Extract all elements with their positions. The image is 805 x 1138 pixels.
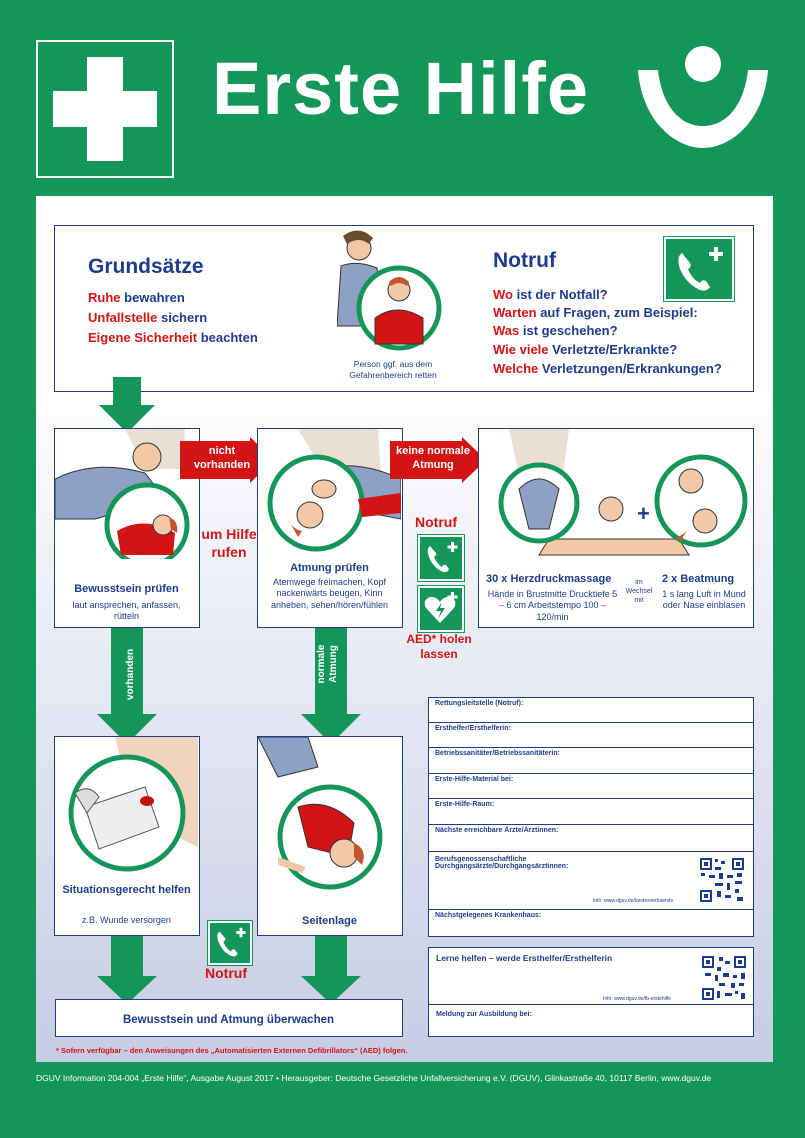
notruf-label: Notruf [415, 514, 457, 530]
emergency-phone-sign [208, 921, 252, 965]
qr-code-icon[interactable] [701, 955, 747, 1001]
form-row-paramedic[interactable]: Betriebssanitäter/Betriebssanitäterin: [429, 748, 753, 774]
form-row-material[interactable]: Erste-Hilfe-Material bei: [429, 774, 753, 799]
form-row-dispatch[interactable]: Rettungsleitstelle (Notruf): [429, 698, 753, 723]
notruf-question-5: Welche Verletzungen/Erkrankungen? [493, 361, 722, 376]
divider [429, 1004, 753, 1005]
notruf-question-1: Wo ist der Notfall? [493, 287, 608, 302]
plus-sign: + [637, 501, 650, 526]
qr-url-1: Info: www.dguv.de/landesverbaende [593, 898, 674, 904]
notruf-question-3: Was ist geschehen? [493, 323, 618, 338]
breathing-illustration [258, 429, 401, 559]
qr-code-icon[interactable] [699, 857, 745, 903]
monitor-text: Bewusstsein und Atmung überwachen [122, 1014, 335, 1026]
cpr-illustration [479, 429, 752, 569]
cross-icon [49, 53, 161, 165]
form-row-hospital[interactable]: Nächstgelegenes Krankenhaus: [435, 912, 542, 919]
aed-footnote: * Sofern verfügbar – den Anweisungen des „Automatisierten Externen Defibrillators“ (AED) folgen. [56, 1046, 408, 1055]
form-row-bg-doctors[interactable]: Berufsgenossenschaftliche Durchgangsärzte/Durchgangsärztinnen: Info: www.dguv.de/landesverbaende [429, 852, 753, 910]
ventilation-title: 2 x Beatmung [662, 573, 735, 585]
principle-1: Ruhe bewahren [88, 290, 185, 305]
emergency-phone-sign [418, 535, 464, 581]
not-present-label: nicht vorhanden [193, 445, 251, 471]
breathing-title: Atmung prüfen [290, 562, 369, 574]
first-aid-cross-logo [36, 40, 174, 178]
principle-3: Eigene Sicherheit beachten [88, 330, 258, 345]
call-help-label: um Hilfe rufen [201, 526, 257, 560]
consciousness-title: Bewusstsein prüfen [74, 583, 179, 595]
wound-care-illustration [55, 737, 198, 877]
aed-sign [418, 586, 464, 632]
training-box [428, 947, 754, 1037]
aed-heart-icon [420, 588, 462, 630]
principles-title: Grundsätze [88, 255, 204, 278]
qr-url-2: Info: www.dguv.de/fb-erstehilfe [603, 996, 671, 1002]
phone-icon [420, 537, 462, 579]
notruf-question-4: Wie viele Verletzte/Erkrankte? [493, 342, 678, 357]
rescue-caption: Person ggf. aus dem Gefahrenbereich retten [349, 359, 437, 380]
normal-breathing-label: normale Atmung [316, 644, 339, 684]
form-row-first-aider[interactable]: Ersthelfer/Ersthelferin: [429, 723, 753, 748]
situational-help-box [54, 736, 200, 936]
flow-arrow-down [301, 936, 361, 1006]
alternating-label: im Wechsel mit [625, 579, 653, 604]
consciousness-desc: laut ansprechen, anfassen, rütteln [72, 600, 181, 622]
consciousness-illustration [55, 429, 198, 559]
contact-form [428, 697, 754, 937]
phone-icon [666, 239, 732, 299]
flow-arrow-down [97, 377, 157, 435]
recovery-position-box [257, 736, 403, 936]
monitor-box [55, 999, 403, 1037]
flow-arrow-down [97, 936, 157, 1006]
registration-field[interactable]: Meldung zur Ausbildung bei: [436, 1011, 532, 1018]
consciousness-check-box [54, 428, 200, 628]
phone-icon [210, 923, 250, 963]
compressions-title: 30 x Herzdruckmassage [486, 573, 612, 585]
dguv-logo-icon [636, 42, 770, 152]
breathing-check-box [257, 428, 403, 628]
aed-label: AED* holen lassen [406, 632, 472, 661]
principle-2: Unfallstelle sichern [88, 310, 208, 325]
principles-box [54, 225, 754, 392]
training-title: Lerne helfen – werde Ersthelfer/Ersthelferin [436, 953, 613, 963]
page-title: Erste Hilfe [212, 47, 590, 130]
no-normal-breathing-label: keine normale Atmung [396, 445, 470, 471]
footer-text: DGUV Information 204-004 „Erste Hilfe“, Ausgabe August 2017 • Herausgeber: Deutsche Gesetzliche Unfallversicherung e.V. (DGUV), Glinkastraße 40, 10117 Berlin, www.dguv.de [36, 1073, 712, 1083]
situational-title: Situationsgerecht helfen [62, 884, 191, 896]
situational-desc: z.B. Wunde versorgen [82, 915, 171, 925]
compressions-desc: Hände in Brustmitte Drucktiefe 5 – 6 cm Arbeitstempo 100 – 120/min [487, 589, 618, 622]
present-label: vorhanden [125, 648, 136, 700]
notruf-title: Notruf [493, 249, 556, 272]
cpr-box [478, 428, 754, 628]
ventilation-desc: 1 s lang Luft in Mund oder Nase einblasen [662, 589, 746, 611]
rescue-illustration [337, 226, 447, 352]
notruf-bottom-label: Notruf [205, 965, 247, 981]
form-row-room[interactable]: Erste-Hilfe-Raum: [429, 799, 753, 825]
breathing-desc: Atemwege freimachen, Kopf nackenwärts beugen, Kinn anheben, sehen/hören/fühlen [270, 577, 389, 610]
form-row-doctors[interactable]: Nächste erreichbare Ärzte/Ärztinnen: [429, 825, 753, 852]
emergency-phone-sign [664, 237, 734, 301]
notruf-question-2: Warten auf Fragen, zum Beispiel: [493, 305, 698, 320]
recovery-position-illustration [258, 737, 401, 907]
recovery-title: Seitenlage [301, 915, 358, 927]
